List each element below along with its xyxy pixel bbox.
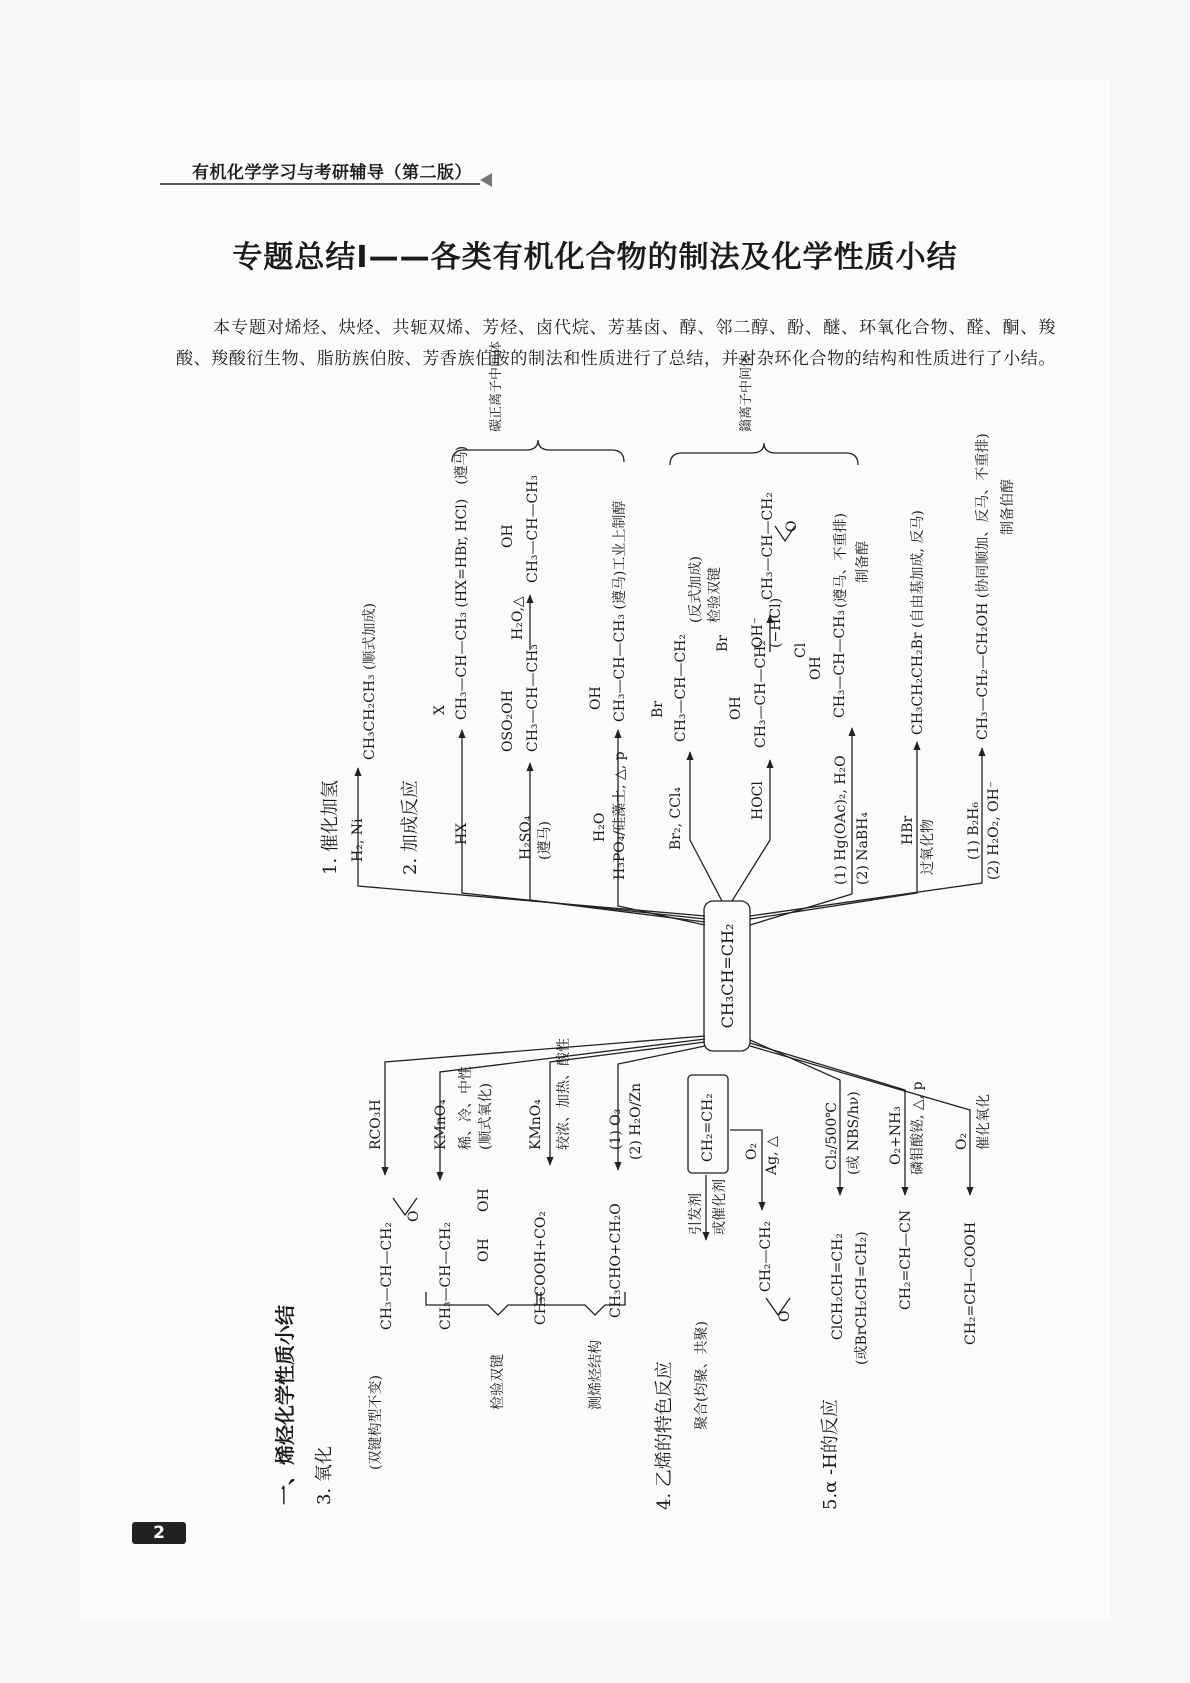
a2-product: CH₂=CH—CN xyxy=(898,1209,914,1310)
r4-product: CH₃—CH—CH₃ (遵马)工业上制醇 xyxy=(612,500,628,722)
page-title: 专题总结Ⅰ——各类有机化合物的制法及化学性质小结 xyxy=(232,240,958,275)
r6-base-note: (−HCl) xyxy=(768,597,784,648)
heading-5: 5.α -H的反应 xyxy=(820,1399,841,1510)
r4-substituent: OH xyxy=(588,686,604,710)
heading-2: 2. 加成反应 xyxy=(400,780,421,875)
r6-base: OH⁻ xyxy=(750,616,766,648)
o1-product: CH₃—CH—CH₂ xyxy=(379,1222,395,1330)
r5-product: CH₃—CH—CH₂ xyxy=(673,634,689,742)
a1-product2: (或BrCH₂CH=CH₂) xyxy=(854,1231,870,1365)
r3-intermediate: CH₃—CH—CH₃ xyxy=(525,644,541,752)
o3-product: CH₃COOH+CO₂ xyxy=(533,1211,549,1325)
r2-substituent: X xyxy=(432,705,448,715)
carbocation-label: 碳正离子中间体 xyxy=(489,340,504,432)
center-compound: CH₃CH=CH₂ xyxy=(718,923,737,1029)
r5-note: (反式加成) xyxy=(688,556,704,623)
r3-product: CH₃—CH—CH₃ xyxy=(525,475,541,583)
r1-reagent: H₂, Ni xyxy=(350,818,366,862)
e1-initiator2: 或催化剂 xyxy=(712,1179,728,1235)
a1-reagent: Cl₂/500℃ xyxy=(824,1102,840,1170)
a2-reagent: O₂+NH₃ xyxy=(888,1106,904,1165)
a3-condition: 催化氧化 xyxy=(976,1094,992,1150)
r8-product: CH₃CH₂CH₂Br (自由基加成, 反马) xyxy=(910,510,926,735)
branch-line-5 xyxy=(690,752,722,901)
r9-product: CH₃—CH₂—CH₂OH (协同顺加、反马、不重排) xyxy=(975,433,991,740)
r9-reagent1: (1) B₂H₆ xyxy=(966,801,982,860)
r7-note2: 制备醇 xyxy=(855,541,871,583)
bromonium-label: 鎓离子中间体 xyxy=(739,353,754,432)
r5-note2: 检验双键 xyxy=(707,567,723,623)
o4-reagent2: (2) H₂O/Zn xyxy=(628,1082,644,1160)
a3-product: CH₂=CH—COOH xyxy=(963,1221,979,1345)
e1-epoxide: CH₂—CH₂ xyxy=(758,1220,774,1292)
r9-reagent2: (2) H₂O₂, OH⁻ xyxy=(986,780,1002,880)
r4-reagent: H₂O xyxy=(592,812,608,842)
r6-reagent: HOCl xyxy=(750,781,766,820)
branch-line-4 xyxy=(618,730,705,925)
e1-polymer: 聚合(均聚、共聚) xyxy=(694,1321,710,1430)
e1-epoxide-o: O xyxy=(777,1310,793,1322)
o2-product: CH₃—CH—CH₂ xyxy=(438,1222,454,1330)
o2-condition2: (顺式氧化) xyxy=(478,1083,494,1150)
r6-sub-bottom: Cl xyxy=(793,642,809,658)
a1-reagent2: (或 NBS/hν) xyxy=(846,1091,862,1175)
r3-condition: H₂O,△ xyxy=(510,596,526,640)
r7-reagent2: (2) NaBH₄ xyxy=(855,812,871,885)
r6-epoxide: CH₃—CH—CH₂ xyxy=(760,492,776,600)
a2-condition: 磷钼酸铋, △, p xyxy=(910,1081,926,1175)
determine-structure-label: 测烯烃结构 xyxy=(588,1340,604,1410)
intro-paragraph: 本专题对烯烃、炔烃、共轭双烯、芳烃、卤代烷、芳基卤、醇、邻二醇、酚、醚、环氧化合物、醛、酮、羧酸、羧酸衍生物、脂肪族伯胺、芳香族伯胺的制法和性质进行了总结，并对杂环化合物的结构和性质进行了小结。 xyxy=(176,318,1056,369)
r2-reagent: HX xyxy=(454,822,470,845)
o3-reagent: KMnO₄ xyxy=(528,1099,544,1150)
o2-condition: 稀、冷、中性 xyxy=(458,1066,474,1150)
e1-initiator: 引发剂 xyxy=(688,1193,704,1235)
a1-product: ClCH₂CH=CH₂ xyxy=(830,1233,846,1340)
running-header: 有机化学学习与考研辅导（第二版） xyxy=(192,163,472,183)
r5-sub-bottom: Br xyxy=(715,635,731,652)
r5-sub-top: Br xyxy=(650,701,666,718)
check-double-bond-label: 检验双键 xyxy=(490,1354,506,1410)
r4-catalyst: H₃PO₄/硅藻土, △, p xyxy=(612,751,628,880)
o4-reagent1: (1) O₃ xyxy=(608,1108,624,1150)
heading-1: 1. 催化加氢 xyxy=(320,780,341,875)
r7-note: (遵马、不重排) xyxy=(833,513,849,608)
e1-catalyst: Ag, △ xyxy=(764,1136,780,1175)
heading-4: 4. 乙烯的特色反应 xyxy=(654,1361,675,1510)
page-number: 2 xyxy=(132,1522,186,1544)
r3-reagent-note: (遵马) xyxy=(537,821,553,860)
r8-reagent: HBr xyxy=(900,815,916,845)
r9-note: 制备伯醇 xyxy=(1000,479,1016,535)
section-heading: 一、烯烃化学性质小结 xyxy=(273,1305,297,1505)
o3-condition: 较浓、加热、酸性 xyxy=(556,1038,572,1150)
r7-substituent: OH xyxy=(808,656,824,680)
bromonium-brace xyxy=(670,443,858,465)
o1-reagent: RCO₃H xyxy=(368,1099,384,1150)
r2-product: CH₃—CH—CH₃ (HX=HBr, HCl) (遵马) xyxy=(454,445,470,720)
o1-note: (双键构型不变) xyxy=(368,1375,384,1470)
r3-reagent: H₂SO₄ xyxy=(518,815,534,860)
r1-product: CH₃CH₂CH₃ (顺式加成) xyxy=(362,603,378,760)
o2-oh1: OH xyxy=(476,1238,492,1262)
o2-reagent: KMnO₄ xyxy=(433,1099,449,1150)
o2-oh2: OH xyxy=(476,1188,492,1212)
e1-oxygen: O₂ xyxy=(744,1142,760,1160)
r6-epoxide-o: O xyxy=(784,520,800,532)
heading-3: 3. 氧化 xyxy=(314,1446,335,1505)
r3-sub1: OSO₂OH xyxy=(500,690,516,752)
r7-product: CH₃—CH—CH₃ xyxy=(832,610,848,718)
e1-reactant: CH₂=CH₂ xyxy=(700,1093,716,1162)
o1-o: O xyxy=(406,1210,422,1222)
r6-product: CH₃—CH—CH₂ xyxy=(753,640,769,748)
o4-product: CH₃CHO+CH₂O xyxy=(608,1203,624,1318)
r8-reagent2: 过氧化物 xyxy=(920,819,936,875)
r7-reagent1: (1) Hg(OAc)₂, H₂O xyxy=(833,755,849,885)
r3-sub2: OH xyxy=(500,524,516,548)
a3-reagent: O₂ xyxy=(954,1132,970,1150)
ethylene-oxide-arrow xyxy=(730,1130,762,1210)
r6-sub-top: OH xyxy=(728,696,744,720)
carbocation-brace xyxy=(452,440,624,462)
r5-reagent: Br₂, CCl₄ xyxy=(668,786,684,850)
